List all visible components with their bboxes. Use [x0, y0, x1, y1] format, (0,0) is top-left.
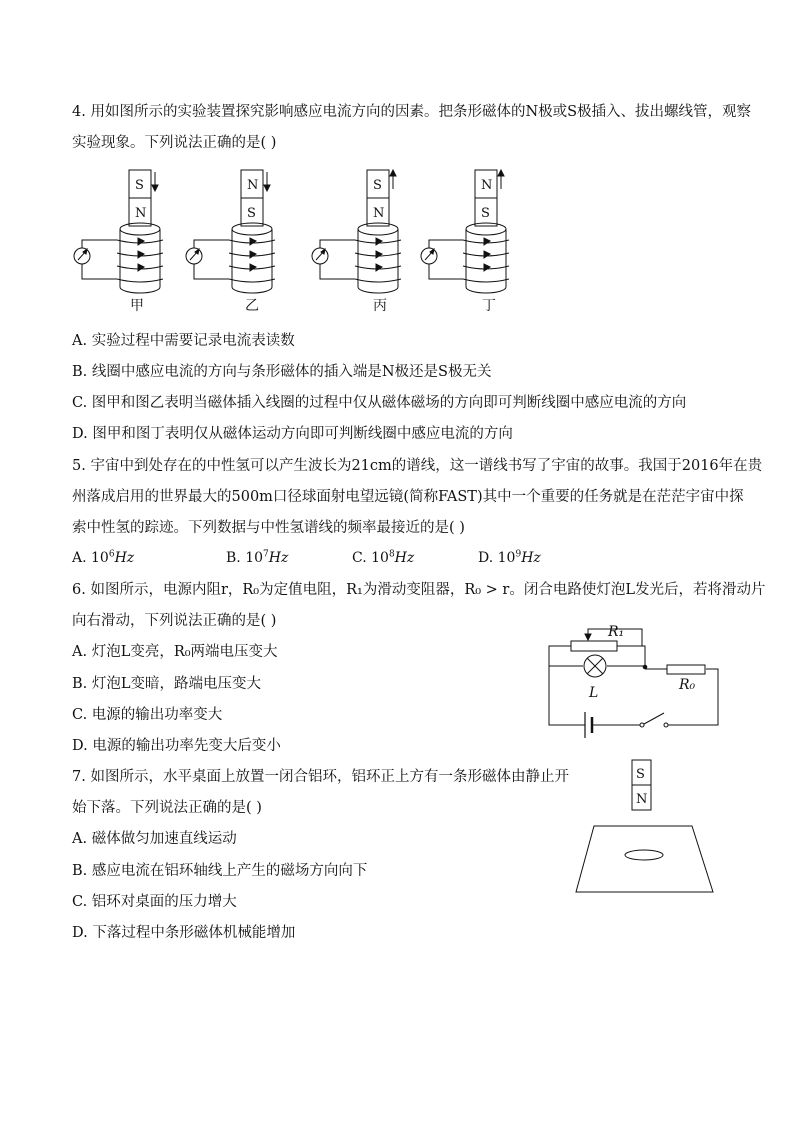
q6-option-b: B. 灯泡L变暗，路端电压变大	[72, 676, 262, 692]
q4-stem-line2: 实验现象。下列说法正确的是( )	[72, 135, 277, 151]
q5-stem-line2: 州落成启用的世界最大的500m口径球面射电望远镜(简称FAST)其中一个重要的任务就是在茫茫宇宙中探	[72, 489, 744, 505]
magnet-bottom-pole-label: N	[373, 206, 385, 221]
q7-option-b: B. 感应电流在铝环轴线上产生的磁场方向向下	[72, 863, 368, 879]
q6-stem-line2: 向右滑动，下列说法正确的是( )	[72, 613, 277, 629]
magnet-bottom-pole-label: N	[135, 206, 147, 221]
magnet-top-pole-label: N	[481, 178, 493, 193]
q4-coil-setup	[312, 170, 401, 314]
q6-stem-line1: 6. 如图所示，电源内阻r，R₀为定值电阻，R₁为滑动变阻器，R₀ > r。闭合电路使灯泡L发光后，若将滑动片	[72, 582, 766, 598]
q4-option-c: C. 图甲和图乙表明当磁体插入线圈的过程中仅从磁体磁场的方向即可判断线圈中感应电流的方向	[72, 395, 687, 411]
q6-option-a: A. 灯泡L变亮，R₀两端电压变大	[72, 644, 278, 660]
q7-stem-line2: 始下落。下列说法正确的是( )	[72, 800, 262, 816]
q6-option-c: C. 电源的输出功率变大	[72, 707, 223, 723]
q7-stem-line1: 7. 如图所示，水平桌面上放置一闭合铝环，铝环正上方有一条形磁体由静止开	[72, 769, 569, 785]
figure-caption: 丙	[373, 298, 387, 314]
magnet-bottom-pole-label: S	[481, 206, 490, 221]
figure-caption: 甲	[130, 298, 144, 314]
q5-option-b: B. $10^7Hz$	[226, 549, 289, 566]
q7-option-d: D. 下落过程中条形磁体机械能增加	[72, 925, 296, 941]
q7-magnet-bottom-label: N	[636, 792, 648, 807]
magnet-top-pole-label: N	[247, 178, 259, 193]
q6-option-d: D. 电源的输出功率先变大后变小	[72, 738, 281, 754]
q5-stem-line1: 5. 宇宙中到处存在的中性氢可以产生波长为21cm的谱线，这一谱线书写了宇宙的故事。我国于2016年在贵	[72, 458, 763, 474]
magnet-top-pole-label: S	[135, 178, 144, 193]
magnet-top-pole-label: S	[373, 178, 382, 193]
q5-option-d: D. $10^9Hz$	[478, 549, 541, 566]
q5-option-a: A. $10^6Hz$	[72, 549, 135, 566]
q4-option-b: B. 线圈中感应电流的方向与条形磁体的插入端是N极还是S极无关	[72, 364, 492, 380]
q5-stem-line3: 索中性氢的踪迹。下列数据与中性氢谱线的频率最接近的是( )	[72, 520, 465, 536]
figure-caption: 乙	[245, 298, 259, 314]
q7-magnet-top-label: S	[636, 767, 645, 782]
q4-coil-setup	[186, 170, 275, 314]
q4-option-d: D. 图甲和图丁表明仅从磁体运动方向即可判断线圈中感应电流的方向	[72, 426, 513, 442]
q7-option-a: A. 磁体做匀加速直线运动	[72, 831, 237, 847]
q7-option-c: C. 铝环对桌面的压力增大	[72, 894, 237, 910]
q4-stem-line1: 4. 用如图所示的实验装置探究影响感应电流方向的因素。把条形磁体的N极或S极插入、拔出螺线管，观察	[72, 104, 752, 120]
q6-r1-label: R₁	[608, 624, 625, 640]
q4-option-a: A. 实验过程中需要记录电流表读数	[72, 333, 295, 349]
q6-r0-label: R₀	[679, 677, 696, 693]
magnet-bottom-pole-label: S	[247, 206, 256, 221]
q4-coil-setup	[74, 170, 163, 314]
q6-lamp-label: L	[589, 685, 599, 701]
q5-option-c: C. $10^8Hz$	[352, 549, 415, 566]
figure-caption: 丁	[482, 298, 496, 314]
q4-coil-setup	[421, 170, 509, 314]
